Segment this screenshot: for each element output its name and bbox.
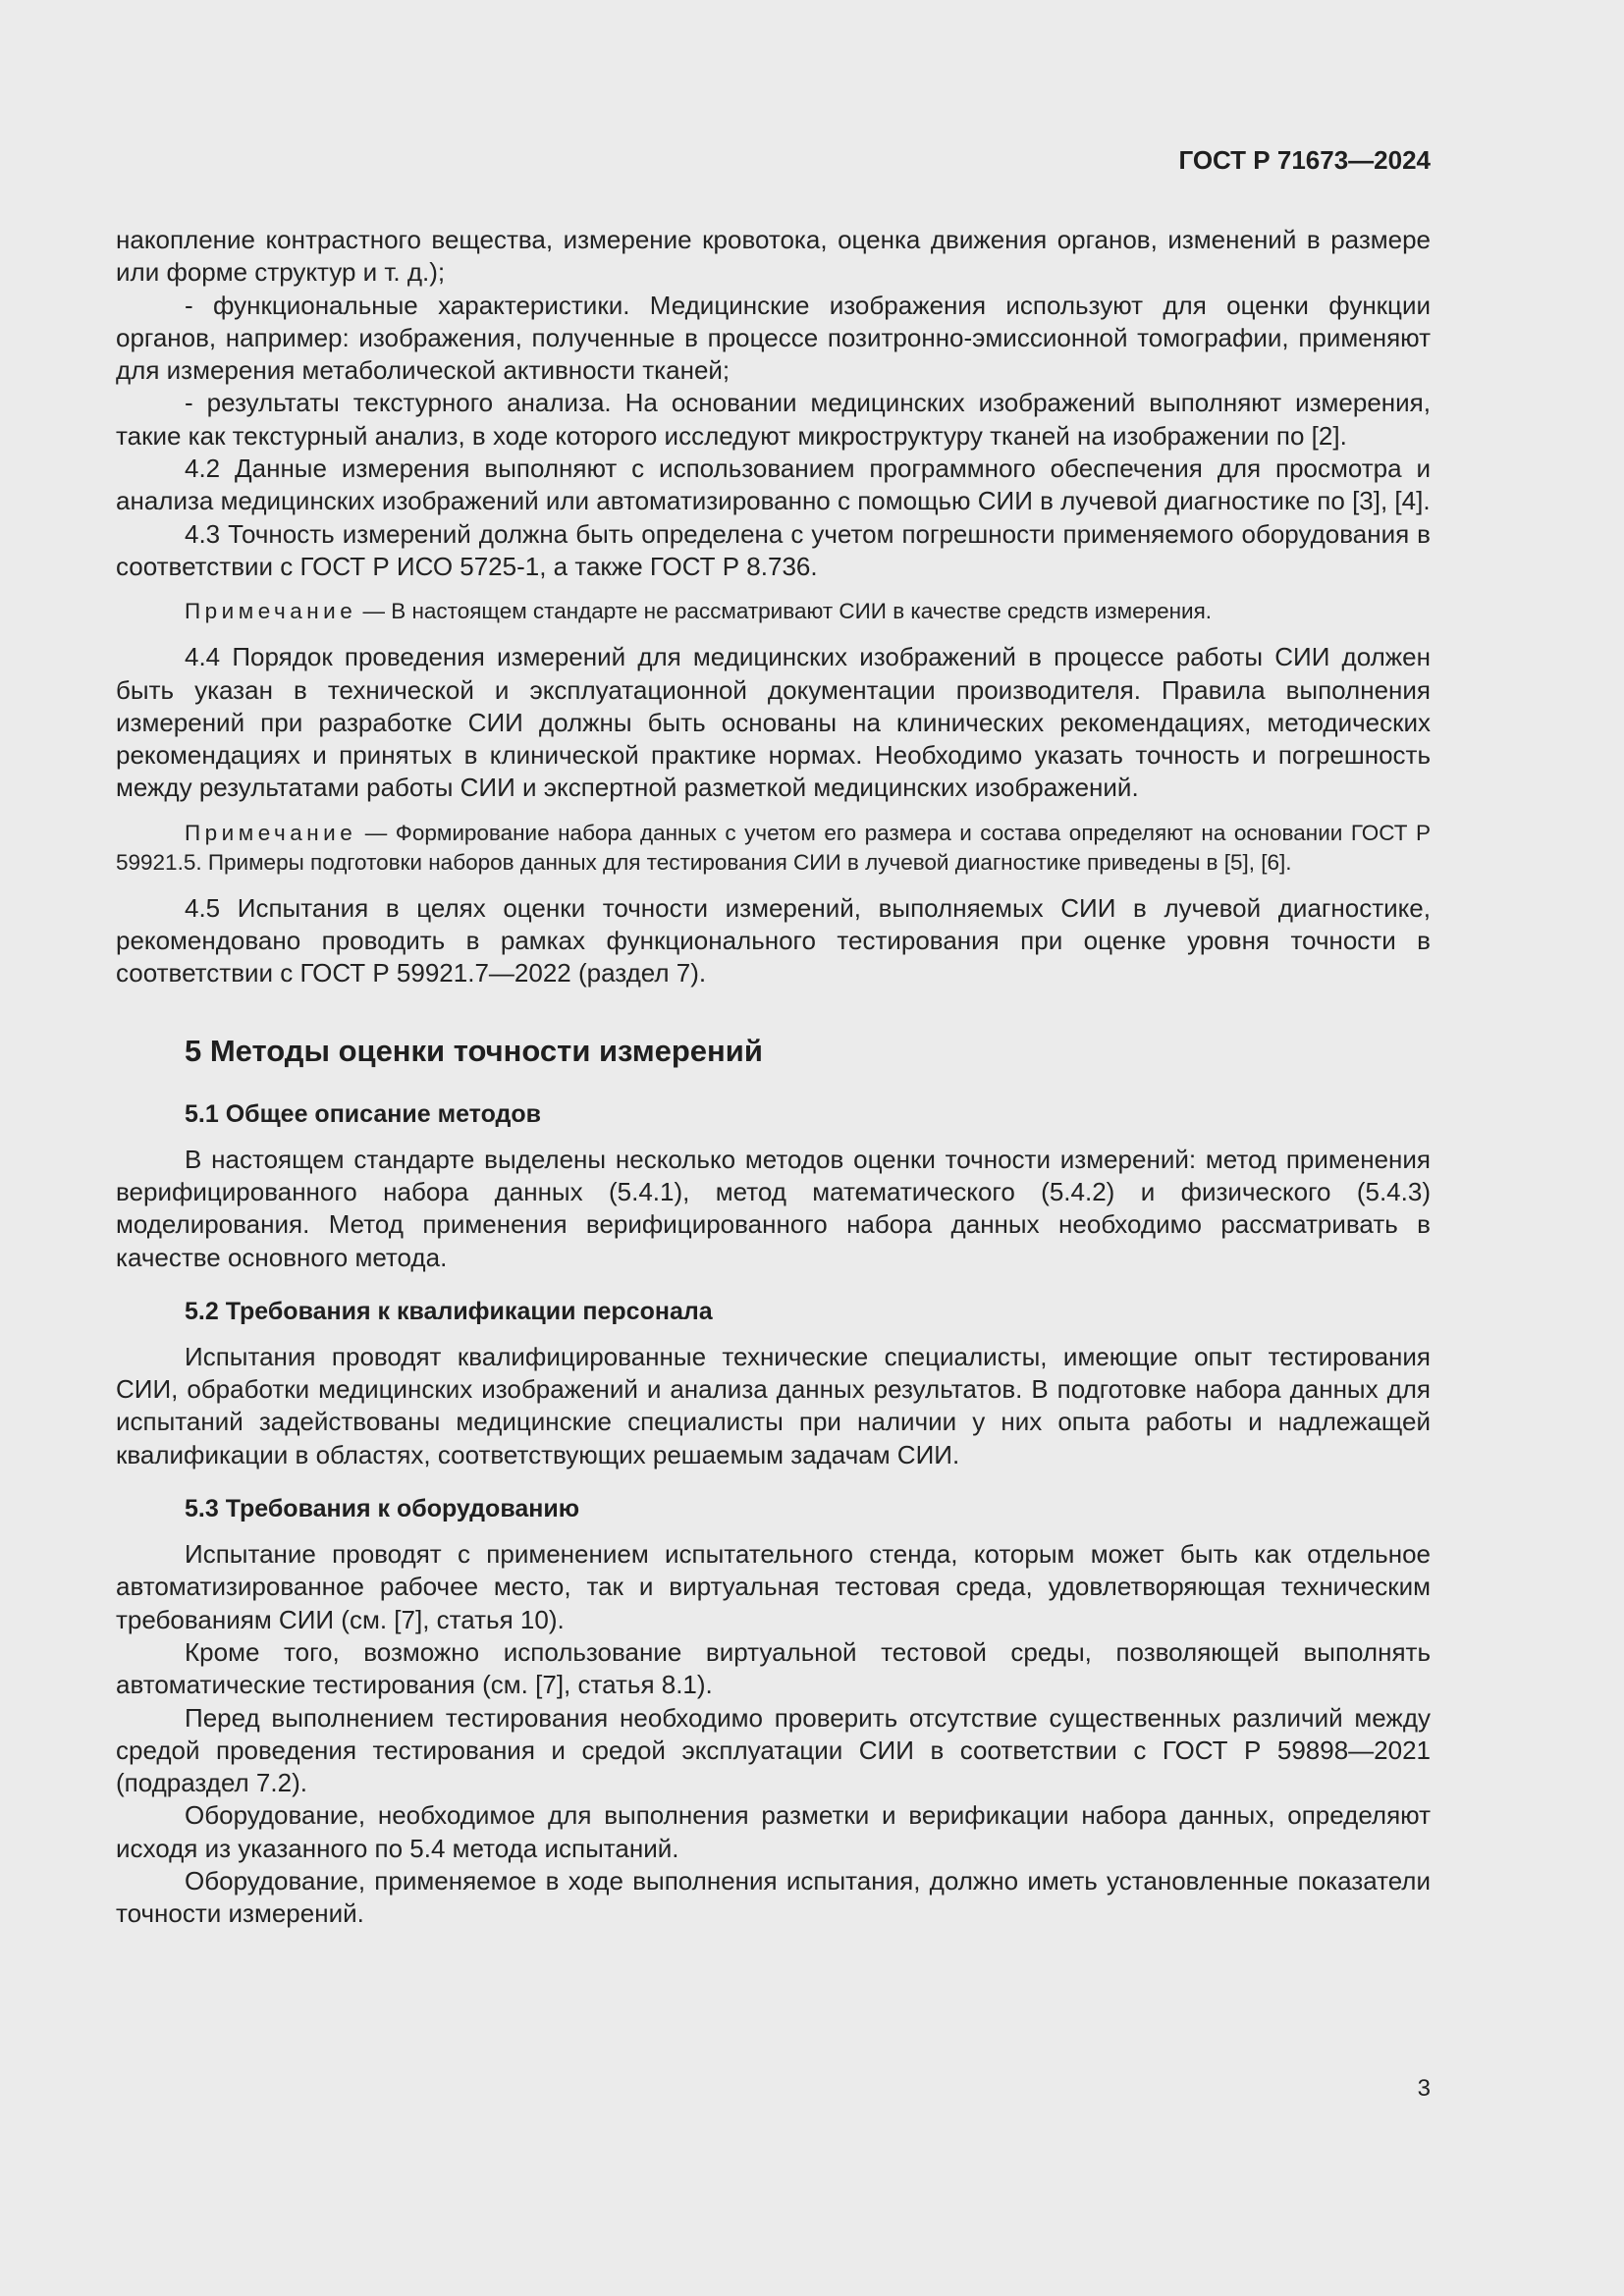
note-1: [116, 597, 1431, 626]
document-header: ГОСТ Р 71673—2024: [1178, 145, 1431, 175]
note-label: Примечание: [185, 599, 357, 624]
note-label: Примечание: [185, 820, 357, 845]
list-item-texture: - результаты текстурного анализа. На основании медицинских изображений выполняют измерения, такие как текстурный анализ, в ходе которого исследуют микроструктуру тканей на изображении по [2].: [116, 388, 1431, 451]
section-5-1-text: В настоящем стандарте выделены несколько методов оценки точности измерений: метод применения верифицированного набора данных (5.4.1), метод математического (5.4.2) и физического (5.4.3) моделирования. Метод применения верифицированного набора данных необходимо рассматривать в качестве основного метода.: [116, 1144, 1431, 1272]
clause-4-2: 4.2 Данные измерения выполняют с использованием программного обеспечения для просмотра и анализа медицинских изображений или автоматизированно с помощью СИИ в лучевой диагностике по [3], [4].: [116, 454, 1431, 516]
document-body: [116, 224, 1431, 1931]
section-5-3-text-5: Оборудование, применяемое в ходе выполнения испытания, должно иметь установленные показатели точности измерений.: [116, 1865, 1431, 1929]
section-5-heading: 5 Методы оценки точности измерений: [185, 1033, 763, 1068]
paragraph-continued: накопление контрастного вещества, измерение кровотока, оценка движения органов, изменений в размере или форме структур и т. д.);: [116, 225, 1431, 288]
section-5-3-text-4: Оборудование, необходимое для выполнения разметки и верификации набора данных, определяют исходя из указанного по 5.4 метода испытаний.: [116, 1800, 1431, 1863]
section-5-3-text-3: Перед выполнением тестирования необходимо проверить отсутствие существенных различий между средой проведения тестирования и средой эксплуатации СИИ в соответствии с ГОСТ Р 59898—2021 (подраздел 7.2).: [116, 1702, 1431, 1798]
section-5-3-text-2: Кроме того, возможно использование виртуальной тестовой среды, позволяющей выполнять автоматические тестирования (см. [7], статья 8.1).: [116, 1636, 1431, 1700]
section-5-3-text-1: Испытание проводят с применением испытательного стенда, которым может быть как отдельное автоматизированное рабочее место, так и виртуальная тестовая среда, удовлетворяющая техническим требованиям СИИ (см. [7], статья 10).: [116, 1539, 1431, 1634]
section-5-2-text: Испытания проводят квалифицированные технические специалисты, имеющие опыт тестирования СИИ, обработки медицинских изображений и анализа данных результатов. В подготовке набора данных для испытаний задействованы медицинские специалисты при наличии у них опыта работы и надлежащей квалификации в областях, соответствующих решаемым задачам СИИ.: [116, 1341, 1431, 1469]
clause-4-4: 4.4 Порядок проведения измерений для медицинских изображений в процессе работы СИИ должен быть указан в технической и эксплуатационной документации производителя. Правила выполнения измерений при разработке СИИ должны быть основаны на клинических рекомендациях, методических рекомендациях и принятых в клинической практике нормах. Необходимо указать точность и погрешность между результатами работы СИИ и экспертной разметкой медицинских изображений.: [116, 642, 1431, 803]
page-number: 3: [1417, 2075, 1431, 2102]
note-2: [116, 819, 1431, 878]
note-text: — В настоящем стандарте не рассматривают СИИ в качестве средств измерения.: [356, 599, 1213, 624]
section-5-3-heading: 5.3 Требования к оборудованию: [185, 1495, 580, 1523]
note-text: — Формирование набора данных с учетом его размера и состава определяют на основании ГОСТ Р 59921.5. Примеры подготовки наборов данных для тестирования СИИ в лучевой диагностике приведены в [5], [6].: [116, 820, 1431, 875]
list-item-functional: - функциональные характеристики. Медицинские изображения используют для оценки функции органов, например: изображения, полученные в процессе позитронно-эмиссионной томографии, применяют для измерения метаболической активности тканей;: [116, 290, 1431, 386]
section-5-1-heading: 5.1 Общее описание методов: [185, 1099, 542, 1128]
clause-4-3: 4.3 Точность измерений должна быть определена с учетом погрешности применяемого оборудования в соответствии с ГОСТ Р ИСО 5725-1, а также ГОСТ Р 8.736.: [116, 518, 1431, 581]
section-5-2-heading: 5.2 Требования к квалификации персонала: [185, 1297, 713, 1325]
clause-4-5: 4.5 Испытания в целях оценки точности измерений, выполняемых СИИ в лучевой диагностике, рекомендовано проводить в рамках функционального тестирования при оценке уровня точности в соответствии с ГОСТ Р 59921.7—2022 (раздел 7).: [116, 892, 1431, 988]
